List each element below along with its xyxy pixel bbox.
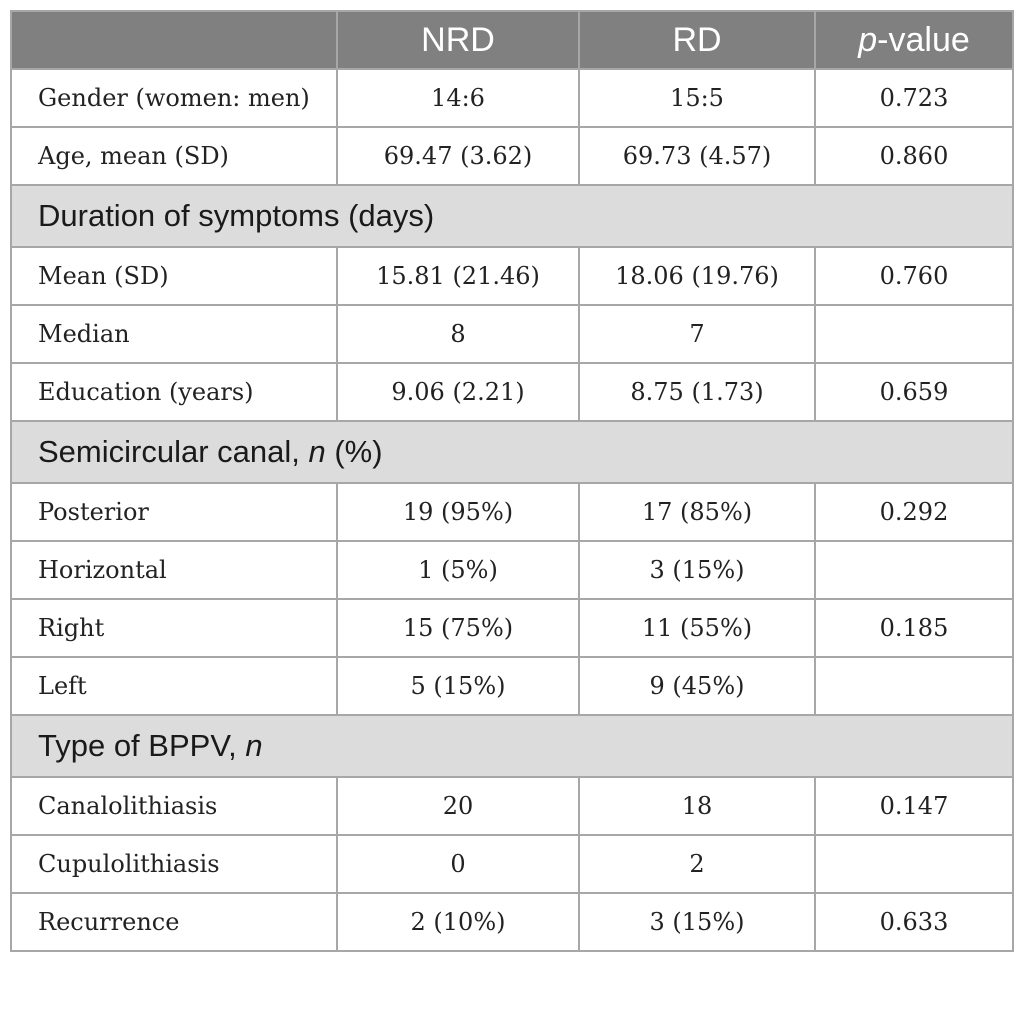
section-title-end: (%) <box>325 434 383 469</box>
row-label: Mean (SD) <box>11 247 337 305</box>
row-label: Posterior <box>11 483 337 541</box>
cell-nrd: 14:6 <box>337 69 579 127</box>
cell-nrd: 15 (75%) <box>337 599 579 657</box>
table-row <box>11 363 1013 421</box>
demographics-table <box>10 10 1014 952</box>
cell-rd: 15:5 <box>579 69 815 127</box>
section-title: Duration of symptoms (days) <box>11 185 1013 247</box>
row-label: Gender (women: men) <box>11 69 337 127</box>
table-row <box>11 127 1013 185</box>
table-row <box>11 247 1013 305</box>
section-header-duration <box>11 185 1013 247</box>
cell-rd: 3 (15%) <box>579 541 815 599</box>
header-nrd: NRD <box>337 11 579 69</box>
table-row <box>11 483 1013 541</box>
section-header-type <box>11 715 1013 777</box>
cell-p <box>815 657 1013 715</box>
section-title <box>11 715 1013 777</box>
cell-p: 0.185 <box>815 599 1013 657</box>
cell-rd: 8.75 (1.73) <box>579 363 815 421</box>
table-row <box>11 305 1013 363</box>
row-label: Right <box>11 599 337 657</box>
row-label: Age, mean (SD) <box>11 127 337 185</box>
row-label: Canalolithiasis <box>11 777 337 835</box>
cell-p: 0.659 <box>815 363 1013 421</box>
cell-rd: 3 (15%) <box>579 893 815 951</box>
cell-p: 0.760 <box>815 247 1013 305</box>
row-label: Cupulolithiasis <box>11 835 337 893</box>
cell-nrd: 15.81 (21.46) <box>337 247 579 305</box>
cell-p <box>815 305 1013 363</box>
cell-nrd: 20 <box>337 777 579 835</box>
cell-p: 0.633 <box>815 893 1013 951</box>
row-label: Education (years) <box>11 363 337 421</box>
table-row <box>11 835 1013 893</box>
cell-rd: 2 <box>579 835 815 893</box>
section-title <box>11 421 1013 483</box>
cell-nrd: 8 <box>337 305 579 363</box>
cell-p: 0.860 <box>815 127 1013 185</box>
row-label: Recurrence <box>11 893 337 951</box>
table-row <box>11 657 1013 715</box>
cell-p: 0.723 <box>815 69 1013 127</box>
table-row <box>11 541 1013 599</box>
cell-p <box>815 835 1013 893</box>
row-label: Median <box>11 305 337 363</box>
cell-p: 0.147 <box>815 777 1013 835</box>
cell-rd: 17 (85%) <box>579 483 815 541</box>
section-title-italic: n <box>308 434 326 469</box>
section-title-italic: n <box>245 728 263 763</box>
cell-nrd: 0 <box>337 835 579 893</box>
table-row <box>11 69 1013 127</box>
table-header <box>11 11 1013 69</box>
row-label: Left <box>11 657 337 715</box>
cell-nrd: 19 (95%) <box>337 483 579 541</box>
table-row <box>11 893 1013 951</box>
table-row <box>11 599 1013 657</box>
section-title-start: Type of BPPV, <box>38 728 246 763</box>
cell-rd: 7 <box>579 305 815 363</box>
header-blank-cell <box>11 11 337 69</box>
header-row <box>11 11 1013 69</box>
cell-rd: 18 <box>579 777 815 835</box>
cell-nrd: 1 (5%) <box>337 541 579 599</box>
cell-p: 0.292 <box>815 483 1013 541</box>
table-row <box>11 777 1013 835</box>
row-label: Horizontal <box>11 541 337 599</box>
header-p-rest: -value <box>877 20 970 59</box>
cell-nrd: 5 (15%) <box>337 657 579 715</box>
section-header-canal <box>11 421 1013 483</box>
cell-rd: 18.06 (19.76) <box>579 247 815 305</box>
header-p-italic: p <box>858 20 878 59</box>
cell-rd: 9 (45%) <box>579 657 815 715</box>
header-rd: RD <box>579 11 815 69</box>
cell-rd: 69.73 (4.57) <box>579 127 815 185</box>
cell-rd: 11 (55%) <box>579 599 815 657</box>
cell-p <box>815 541 1013 599</box>
cell-nrd: 69.47 (3.62) <box>337 127 579 185</box>
section-title-start: Semicircular canal, <box>38 434 309 469</box>
cell-nrd: 9.06 (2.21) <box>337 363 579 421</box>
cell-nrd: 2 (10%) <box>337 893 579 951</box>
header-p-value <box>815 11 1013 69</box>
